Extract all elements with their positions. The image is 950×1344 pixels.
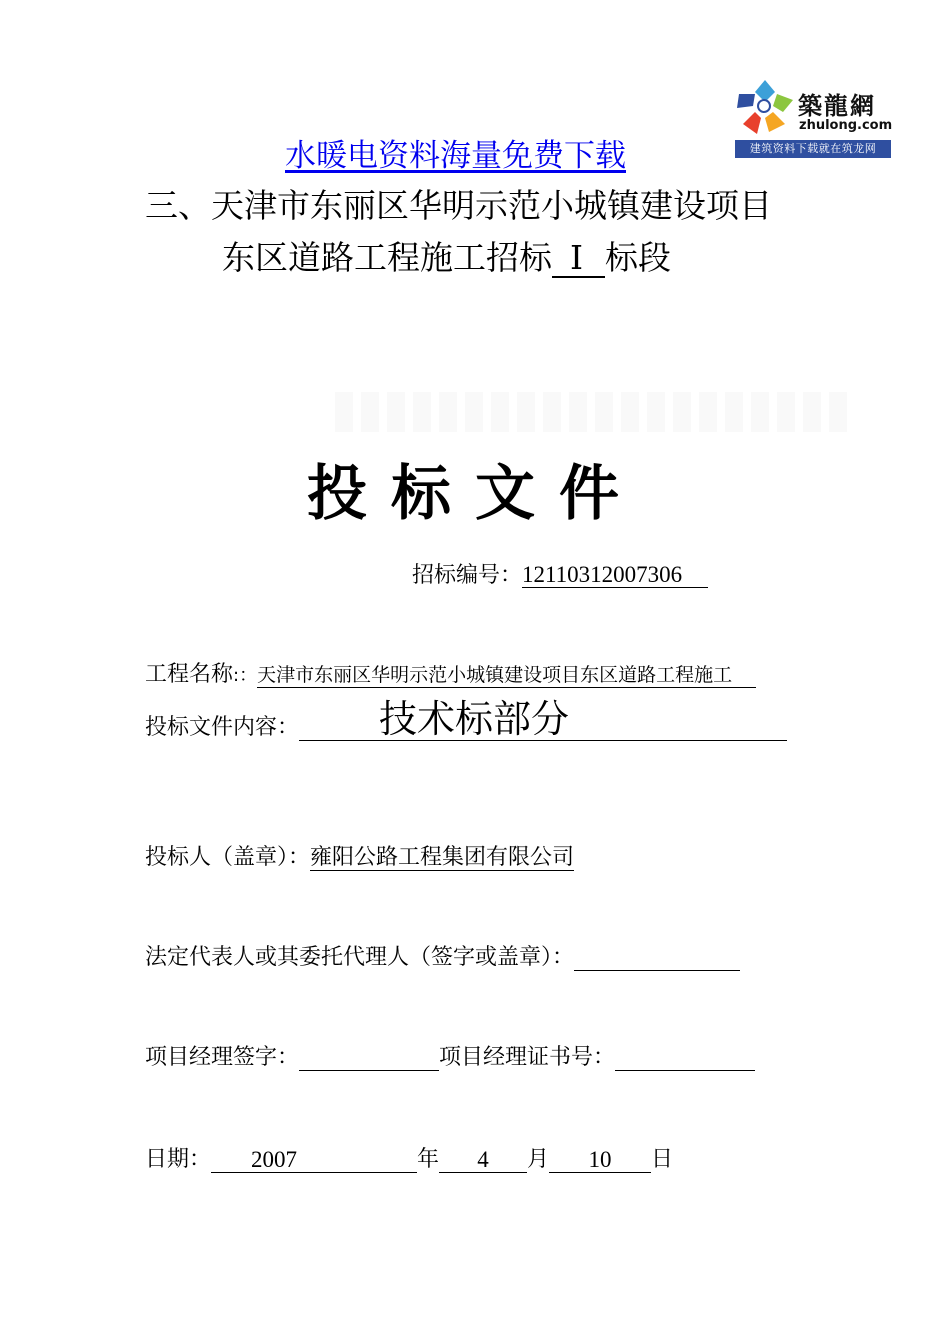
download-link[interactable]: 水暖电资料海量免费下载 bbox=[285, 138, 626, 174]
date-row bbox=[145, 1142, 673, 1173]
zhulong-logo bbox=[733, 78, 893, 160]
bidder-value: 雍阳公路工程集团有限公司 bbox=[310, 845, 575, 870]
date-year-unit: 年 bbox=[417, 1147, 440, 1172]
logo-name: 築龍網 bbox=[798, 91, 876, 120]
title-line-1: 三、天津市东丽区华明示范小城镇建设项目 bbox=[145, 186, 772, 225]
project-name-colon: :： bbox=[233, 665, 258, 686]
pm-signature-label: 项目经理签字： bbox=[145, 1045, 300, 1070]
project-name-label: 工程名称 bbox=[145, 662, 234, 687]
date-year: 2007 bbox=[211, 1147, 417, 1173]
date-day: 10 bbox=[549, 1147, 651, 1173]
legal-rep-signature-blank[interactable] bbox=[574, 946, 740, 971]
bid-content-row bbox=[145, 697, 787, 741]
logo-domain: zhulong.com bbox=[799, 118, 893, 133]
date-day-unit: 日 bbox=[651, 1147, 674, 1172]
bid-content-label: 投标文件内容： bbox=[145, 714, 300, 740]
tender-number-label: 招标编号： bbox=[412, 563, 523, 588]
faded-watermark bbox=[335, 392, 850, 432]
date-label: 日期： bbox=[145, 1147, 212, 1172]
pm-signature-blank[interactable] bbox=[299, 1046, 439, 1071]
logo-flower-icon bbox=[733, 78, 797, 140]
project-name-row bbox=[145, 657, 756, 688]
bidder-label: 投标人（盖章）： bbox=[145, 845, 311, 870]
bid-content-value: 技术标部分 bbox=[299, 700, 787, 741]
document-main-title: 投标文件 bbox=[307, 459, 643, 529]
project-manager-row bbox=[145, 1040, 755, 1071]
section-number: Ⅰ bbox=[552, 241, 605, 278]
logo-slogan: 建筑资料下载就在筑龙网 bbox=[735, 140, 891, 158]
date-month: 4 bbox=[439, 1147, 527, 1173]
legal-rep-row bbox=[145, 940, 740, 971]
pm-certificate-label: 项目经理证书号： bbox=[439, 1045, 616, 1070]
title-line-2-suffix: 标段 bbox=[605, 238, 672, 277]
bidder-row bbox=[145, 840, 574, 871]
title-line-2 bbox=[222, 232, 671, 279]
legal-rep-label: 法定代表人或其委托代理人（签字或盖章）： bbox=[145, 945, 575, 970]
date-month-unit: 月 bbox=[527, 1147, 550, 1172]
pm-certificate-blank[interactable] bbox=[615, 1046, 755, 1071]
tender-number-row bbox=[412, 558, 708, 589]
title-line-2-prefix: 东区道路工程施工招标 bbox=[222, 238, 552, 277]
project-name-value: 天津市东丽区华明示范小城镇建设项目东区道路工程施工 bbox=[257, 665, 756, 688]
tender-number-value: 12110312007306 bbox=[522, 562, 708, 588]
